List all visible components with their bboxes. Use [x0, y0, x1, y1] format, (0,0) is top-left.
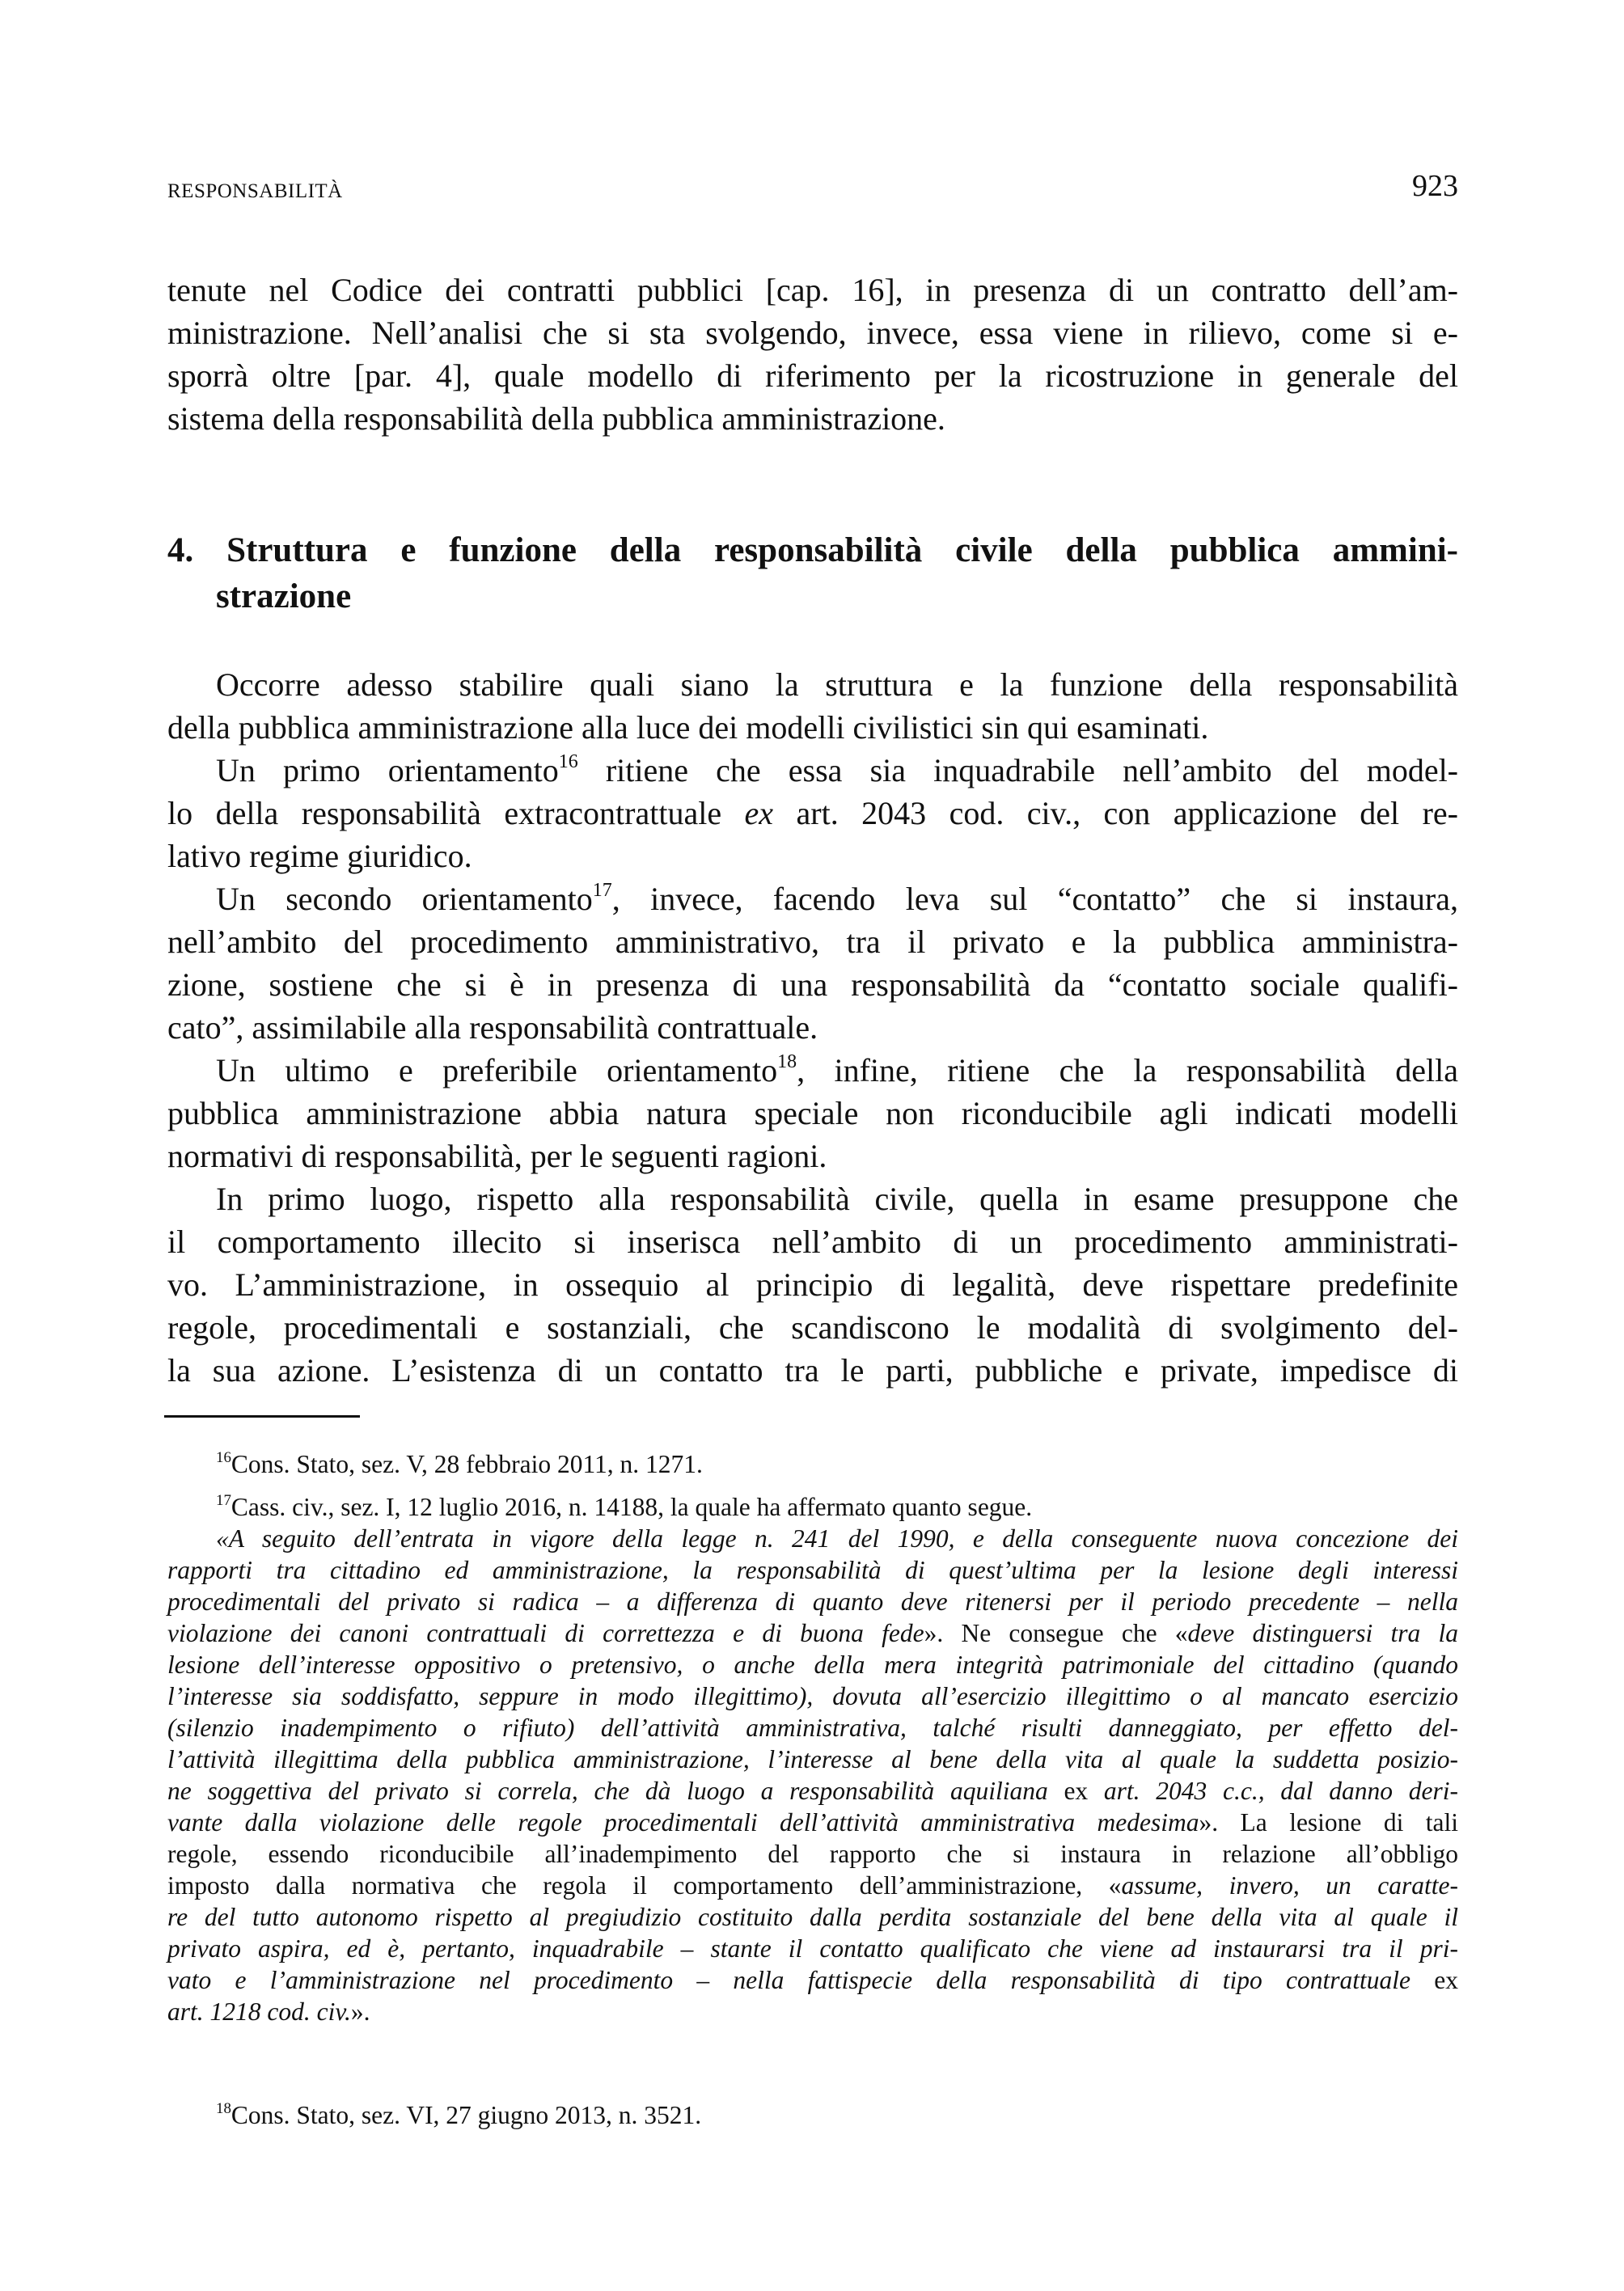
text-line: Un ultimo e preferibile orientamento$^{18}$, infine, ritiene che la responsabilità della — [216, 1051, 1458, 1088]
footnote-number: 18 — [216, 2099, 231, 2117]
heading-line: strazione — [216, 577, 352, 615]
footnote-line: vato e l’amministrazione nel procedimento – nella fattispecie della responsabilità di tipo contrattuale ex — [167, 1966, 1458, 1994]
footnote-line: rapporti tra cittadino ed amministrazione, la responsabilità di quest’ultima per la lesione degli interessi — [167, 1556, 1458, 1584]
footnote-line: regole, essendo riconducibile all’inadempimento del rapporto che si instaura in relazione all’obbligo — [167, 1840, 1458, 1868]
running-header: RESPONSABILITÀ — [167, 180, 343, 202]
footnote-line: l’interesse sia soddisfatto, seppure in modo illegittimo), dovuta all’esercizio illegittimo o al mancato esercizio — [167, 1682, 1458, 1710]
text-line: Un primo orientamento$^{16}$ ritiene che essa sia inquadrabile nell’ambito del model- — [216, 751, 1459, 788]
footnote-line: (silenzio inadempimento o rifiuto) dell’attività amministrativa, talché risulti danneggiato, per effetto del- — [167, 1714, 1458, 1742]
footnote-line: violazione dei canoni contrattuali di correttezza e di buona fede». Ne consegue che «deve distinguersi tra la — [167, 1619, 1458, 1647]
text-line: zione, sostiene che si è in presenza di una responsabilità da “contatto sociale qualifi- — [167, 966, 1458, 1003]
text-line: la sua azione. L’esistenza di un contatto tra le parti, pubbliche e private, impedisce di — [167, 1352, 1458, 1389]
footnote-17: $^{17}$Cass. civ., sez. I, 12 luglio 2016, n. 14188, la quale ha affermato quanto segue. «A seguito dell’entrata in vigore della legge n. 241 del 1990, e della conseguente nuova concezione dei rapporti tra cittadino ed amministrazione, la responsabilità di quest’ultima per la lesione degli interessi procedimentali del privato si radica – a differenza di quanto deve ritenersi per il periodo precedente – nella violazione dei canoni contrattuali di correttezza e di buona fede». Ne consegue che «deve distinguersi tra la lesione dell’interesse oppositivo o pretensivo, o anche della mera integrità patrimoniale del cittadino (quando l’interesse sia soddisfatto, seppure in modo illegittimo), dovuta all’esercizio illegittimo o al mancato esercizio (silenzio inadempimento o rifiuto) dell’attività amministrativa, talché risulti danneggiato, per effetto del- l’attività illegittima della pubblica amministrazione, l’interesse al bene della vita al quale la suddetta posizio- ne soggettiva del privato si correla, che dà luogo a responsabilità aquiliana ex art. 2043 c.c., dal danno deri- vante dalla violazione delle regole procedimentali dell’attività amministrativa medesima». La lesione di tali regole, essendo riconducibile all’inadempimento del rapporto che si instaura in relazione all’obbligo imposto dalla normativa che regola il comportamento dell’amministrazione, «assume, invero, un caratte- re del tutto autonomo rispetto al pregiudizio costituito dalla perdita sostanziale del bene della vita al quale il privato aspira, ed è, pertanto, inquadrabile – stante il contatto qualificato che viene ad instaurarsi tra il pri- vato e l’amministrazione nel procedimento – nella fattispecie della responsabilità di tipo contrattuale ex art. 1218 cod. civ.». — [167, 1491, 1458, 2026]
text-line: nell’ambito del procedimento amministrativo, tra il privato e la pubblica amministra- — [167, 924, 1458, 960]
footnote-number: 17 — [216, 1491, 231, 1509]
text-line: regole, procedimentali e sostanziali, che scandiscono le modalità di svolgimento del- — [167, 1309, 1458, 1346]
section-heading — [167, 527, 1458, 619]
text-line: normativi di responsabilità, per le seguenti ragioni. — [167, 1138, 827, 1174]
footnote-line: l’attività illegittima della pubblica amministrazione, l’interesse al bene della vita al quale la suddetta posizio- — [167, 1745, 1458, 1773]
footnote-line: privato aspira, ed è, pertanto, inquadrabile – stante il contatto qualificato che viene ad instaurarsi tra il pri- — [167, 1934, 1458, 1963]
footnote-line: re del tutto autonomo rispetto al pregiudizio costituito dalla perdita sostanziale del bene della vita al quale il — [167, 1903, 1458, 1931]
text-line: ministrazione. Nell’analisi che si sta svolgendo, invece, essa viene in rilievo, come si e- — [167, 315, 1458, 351]
text-line: della pubblica amministrazione alla luce dei modelli civilistici sin qui esaminati. — [167, 709, 1209, 746]
section-number: 4. — [167, 531, 194, 569]
footnote-line: lesione dell’interesse oppositivo o pretensivo, o anche della mera integrità patrimoniale del cittadino (quando — [167, 1651, 1458, 1679]
footnote-line: «A seguito dell’entrata in vigore della legge n. 241 del 1990, e della conseguente nuova concezione dei — [216, 1524, 1458, 1553]
footnote-line: art. 1218 cod. civ.». — [167, 1997, 370, 2026]
footnote-line: vante dalla violazione delle regole procedimentali dell’attività amministrativa medesima». La lesione di tali — [167, 1808, 1458, 1837]
footnote-16: $^{16}$Cons. Stato, sez. V, 28 febbraio 2011, n. 1271. — [216, 1448, 703, 1478]
text-line: sistema della responsabilità della pubblica amministrazione. — [167, 400, 945, 437]
footnote-line: procedimentali del privato si radica – a differenza di quanto deve ritenersi per il periodo precedente – nella — [167, 1587, 1458, 1616]
text-line: il comportamento illecito si inserisca nell’ambito di un procedimento amministrati- — [167, 1224, 1458, 1260]
footnote-line: imposto dalla normativa che regola il comportamento dell’amministrazione, «assume, invero, un caratte- — [167, 1871, 1458, 1900]
footnote-ref-18[interactable]: 18 — [777, 1051, 797, 1073]
text-line: pubblica amministrazione abbia natura speciale non riconducibile agli indicati modelli — [167, 1095, 1458, 1131]
footnote-ref-17[interactable]: 17 — [592, 880, 612, 902]
text-line: Un secondo orientamento$^{17}$, invece, facendo leva sul “contatto” che si instaura, — [216, 880, 1459, 917]
page-number: 923 — [1412, 169, 1458, 203]
footnote-ref-16[interactable]: 16 — [558, 751, 578, 773]
footnote-separator — [164, 1415, 360, 1418]
body-text — [167, 663, 1458, 1392]
text-line: In primo luogo, rispetto alla responsabilità civile, quella in esame presuppone che — [216, 1181, 1458, 1217]
text-line: cato”, assimilabile alla responsabilità contrattuale. — [167, 1009, 818, 1046]
intro-paragraph — [167, 268, 1458, 440]
text-line: lo della responsabilità extracontrattuale ex art. 2043 cod. civ., con applicazione del re- — [167, 795, 1458, 831]
footnote-quote — [167, 1523, 1458, 2027]
heading-line: 4. Struttura e funzione della responsabilità civile della pubblica ammini- — [167, 531, 1459, 569]
text-line: vo. L’amministrazione, in ossequio al principio di legalità, deve rispettare predefinite — [167, 1266, 1458, 1303]
text-line: lativo regime giuridico. — [167, 838, 472, 874]
footnote-number: 16 — [216, 1448, 231, 1466]
footnote-18: $^{18}$Cons. Stato, sez. VI, 27 giugno 2013, n. 3521. — [216, 2099, 702, 2129]
text-line: Occorre adesso stabilire quali siano la struttura e la funzione della responsabilità — [216, 666, 1458, 703]
text-line: sporrà oltre [par. 4], quale modello di riferimento per la ricostruzione in generale del — [167, 357, 1458, 394]
footnote-line: ne soggettiva del privato si correla, che dà luogo a responsabilità aquiliana ex art. 2043 c.c., dal danno deri- — [167, 1777, 1458, 1805]
text-line: tenute nel Codice dei contratti pubblici [cap. 16], in presenza di un contratto dell’am- — [167, 272, 1458, 308]
